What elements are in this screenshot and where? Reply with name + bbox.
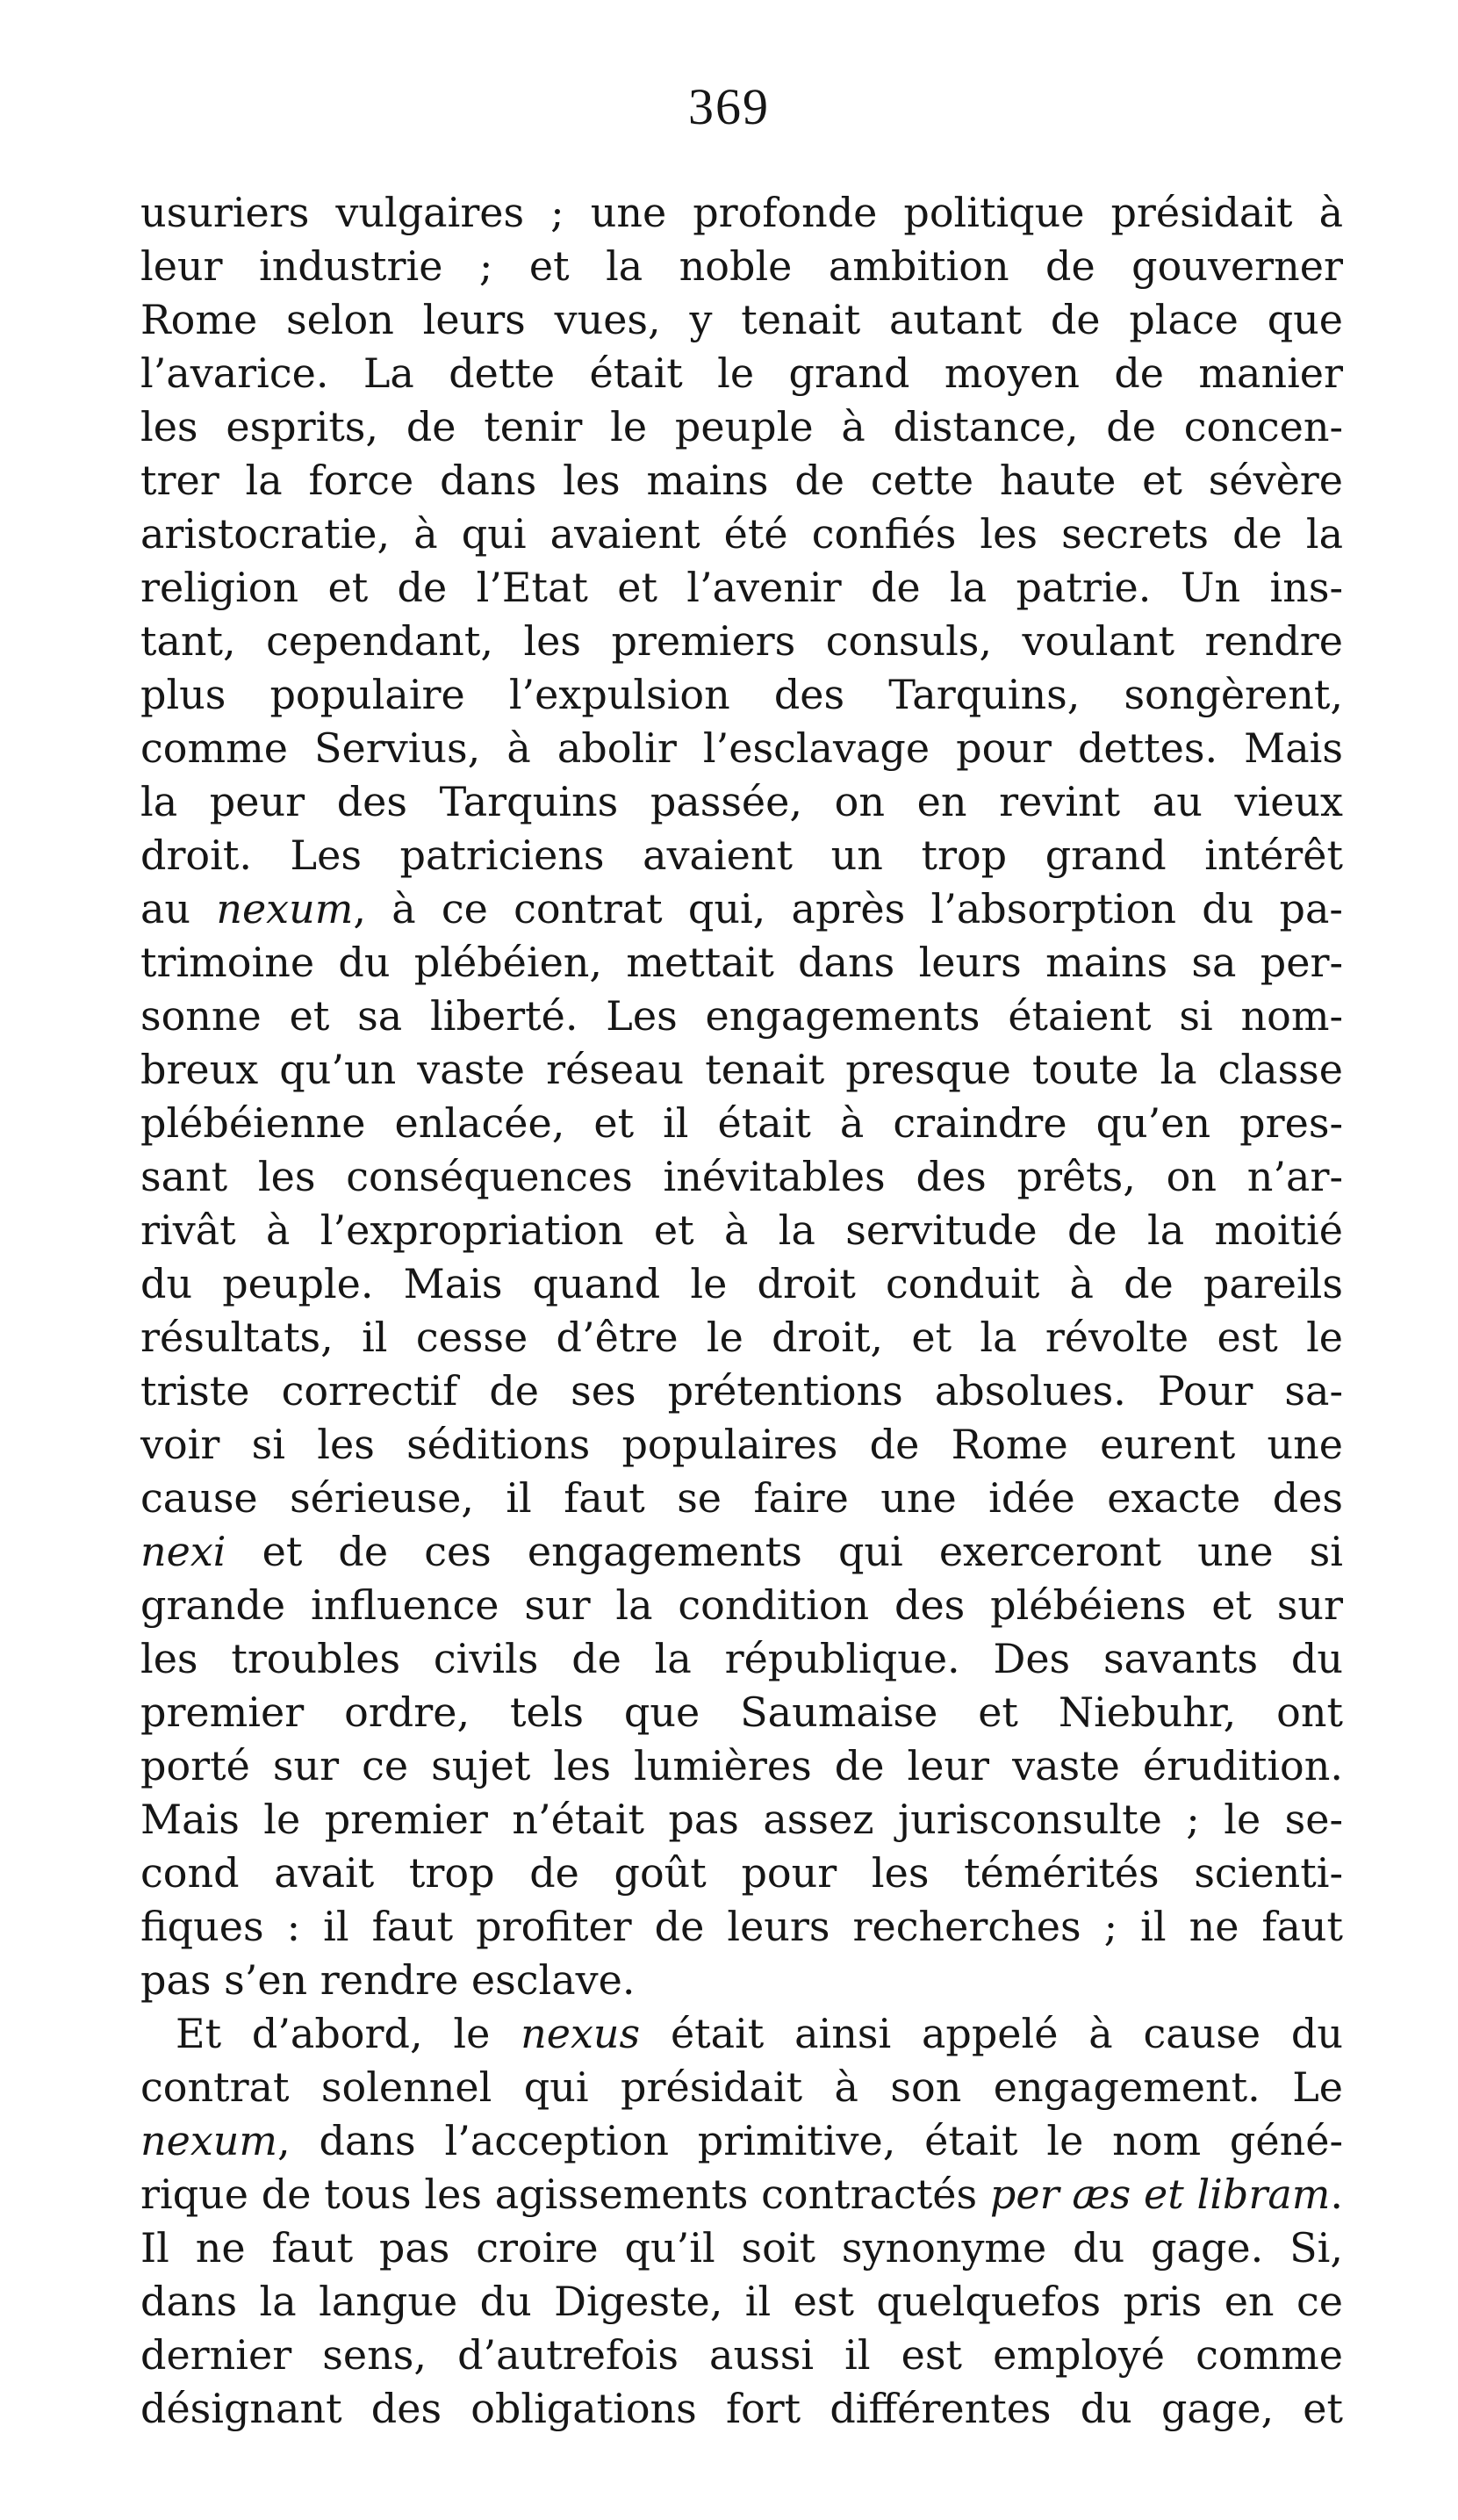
text-line <box>140 668 1343 722</box>
text-segment: leur industrie ; et la noble ambition de gouverner <box>140 242 1343 290</box>
text-segment: Rome selon leurs vues, y tenait autant de place que <box>140 296 1343 343</box>
text-line <box>140 722 1343 775</box>
text-segment: trer la force dans les mains de cette haute et sévère <box>140 457 1343 504</box>
text-segment: droit. Les patriciens avaient un trop grand intérêt <box>140 832 1343 879</box>
text-line <box>140 454 1343 508</box>
text-line <box>140 1204 1343 1257</box>
text-line <box>140 2114 1343 2168</box>
text-line <box>140 1257 1343 1311</box>
text-segment: Et d’abord, le <box>176 2010 521 2057</box>
text-line <box>140 561 1343 615</box>
text-segment: triste correctif de ses prétentions absolues. Pour sa- <box>140 1367 1343 1415</box>
text-segment: cause sérieuse, il faut se faire une idée exacte des <box>140 1474 1343 1522</box>
text-segment: sant les conséquences inévitables des prêts, on n’ar- <box>140 1153 1343 1200</box>
italic-term: nexus <box>521 2010 641 2057</box>
text-segment: la peur des Tarquins passée, on en revint au vieux <box>140 778 1343 825</box>
text-line <box>140 1150 1343 1204</box>
text-segment: résultats, il cesse d’être le droit, et la révolte est le <box>140 1314 1343 1361</box>
text-segment: premier ordre, tels que Saumaise et Niebuhr, ont <box>140 1688 1343 1736</box>
text-segment: rique de tous les agissements contractés <box>140 2171 990 2218</box>
text-segment: plus populaire l’expulsion des Tarquins, songèrent, <box>140 671 1343 718</box>
text-line <box>140 936 1343 990</box>
text-segment: comme Servius, à abolir l’esclavage pour dettes. Mais <box>140 724 1343 772</box>
text-line <box>140 2061 1343 2114</box>
italic-term: nexum <box>216 885 354 932</box>
body-text <box>140 186 1343 2436</box>
text-segment: plébéienne enlacée, et il était à craindre qu’en pres- <box>140 1099 1343 1147</box>
text-segment: les troubles civils de la république. Des savants du <box>140 1635 1343 1682</box>
text-line <box>140 1739 1343 1793</box>
text-segment: désignant des obligations fort différentes du gage, et <box>140 2385 1343 2432</box>
text-segment: l’avarice. La dette était le grand moyen de manier <box>140 349 1343 397</box>
text-line <box>140 347 1343 400</box>
text-line <box>140 240 1343 293</box>
text-segment: grande influence sur la condition des plébéiens et sur <box>140 1581 1343 1629</box>
text-segment: dans la langue du Digeste, il est quelquefos pris en ce <box>140 2278 1343 2325</box>
text-segment: . <box>1330 2171 1343 2218</box>
text-segment: et de ces engagements qui exerceront une si <box>226 1528 1343 1575</box>
text-line <box>140 1793 1343 1847</box>
text-line <box>140 615 1343 668</box>
text-line <box>140 1579 1343 1632</box>
text-line <box>140 186 1343 240</box>
text-line <box>140 1472 1343 1525</box>
text-segment: trimoine du plébéien, mettait dans leurs mains sa per- <box>140 939 1343 986</box>
text-segment: usuriers vulgaires ; une profonde politique présidait à <box>140 189 1343 236</box>
text-segment: était ainsi appelé à cause du <box>640 2010 1343 2057</box>
text-line <box>140 2221 1343 2275</box>
text-line <box>140 293 1343 347</box>
text-line <box>140 508 1343 561</box>
text-segment: tant, cependant, les premiers consuls, voulant rendre <box>140 617 1343 665</box>
text-line <box>140 1847 1343 1900</box>
text-line <box>140 2168 1343 2221</box>
text-line <box>140 2382 1343 2436</box>
text-line <box>140 829 1343 882</box>
text-segment: voir si les séditions populaires de Rome eurent une <box>140 1421 1343 1468</box>
italic-term: nexi <box>140 1528 226 1575</box>
text-line <box>140 775 1343 829</box>
text-line <box>140 882 1343 936</box>
text-line <box>140 1632 1343 1686</box>
text-segment: les esprits, de tenir le peuple à distance, de concen- <box>140 403 1343 450</box>
text-segment: rivât à l’expropriation et à la servitude de la moitié <box>140 1206 1343 1254</box>
text-segment: breux qu’un vaste réseau tenait presque toute la classe <box>140 1046 1343 1093</box>
text-segment: cond avait trop de goût pour les témérités scienti- <box>140 1849 1343 1897</box>
text-line <box>140 1364 1343 1418</box>
text-segment: porté sur ce sujet les lumières de leur vaste érudition. <box>140 1742 1343 1789</box>
text-segment: du peuple. Mais quand le droit conduit à de pareils <box>140 1260 1343 1307</box>
text-line <box>140 1418 1343 1472</box>
text-line <box>140 1900 1343 1954</box>
italic-term: per æs et libram <box>989 2171 1331 2218</box>
text-line <box>140 990 1343 1043</box>
text-line <box>140 2007 1343 2061</box>
text-segment: pas s’en rendre esclave. <box>140 1956 636 2004</box>
text-segment: fiques : il faut profiter de leurs recherches ; il ne faut <box>140 1903 1343 1950</box>
text-line <box>140 1043 1343 1097</box>
text-line <box>140 1311 1343 1364</box>
page-number: 369 <box>688 78 770 135</box>
text-line <box>140 1686 1343 1739</box>
text-segment: , dans l’acception primitive, était le nom géné- <box>277 2117 1343 2164</box>
italic-term: nexum <box>140 2117 278 2164</box>
text-line <box>140 2275 1343 2329</box>
text-segment: , à ce contrat qui, après l’absorption du pa- <box>353 885 1343 932</box>
text-line <box>140 1097 1343 1150</box>
text-segment: religion et de l’Etat et l’avenir de la patrie. Un ins- <box>140 564 1343 611</box>
text-line <box>140 1525 1343 1579</box>
text-segment: sonne et sa liberté. Les engagements étaient si nom- <box>140 992 1343 1040</box>
text-line <box>140 2329 1343 2382</box>
text-segment: contrat solennel qui présidait à son engagement. Le <box>140 2063 1343 2111</box>
text-segment: dernier sens, d’autrefois aussi il est employé comme <box>140 2331 1343 2379</box>
text-segment: Mais le premier n’était pas assez jurisconsulte ; le se- <box>140 1796 1343 1843</box>
text-line <box>140 1954 1343 2007</box>
text-segment: Il ne faut pas croire qu’il soit synonyme du gage. Si, <box>140 2224 1343 2272</box>
text-segment: au <box>140 885 217 932</box>
text-line <box>140 400 1343 454</box>
text-segment: aristocratie, à qui avaient été confiés les secrets de la <box>140 510 1343 558</box>
